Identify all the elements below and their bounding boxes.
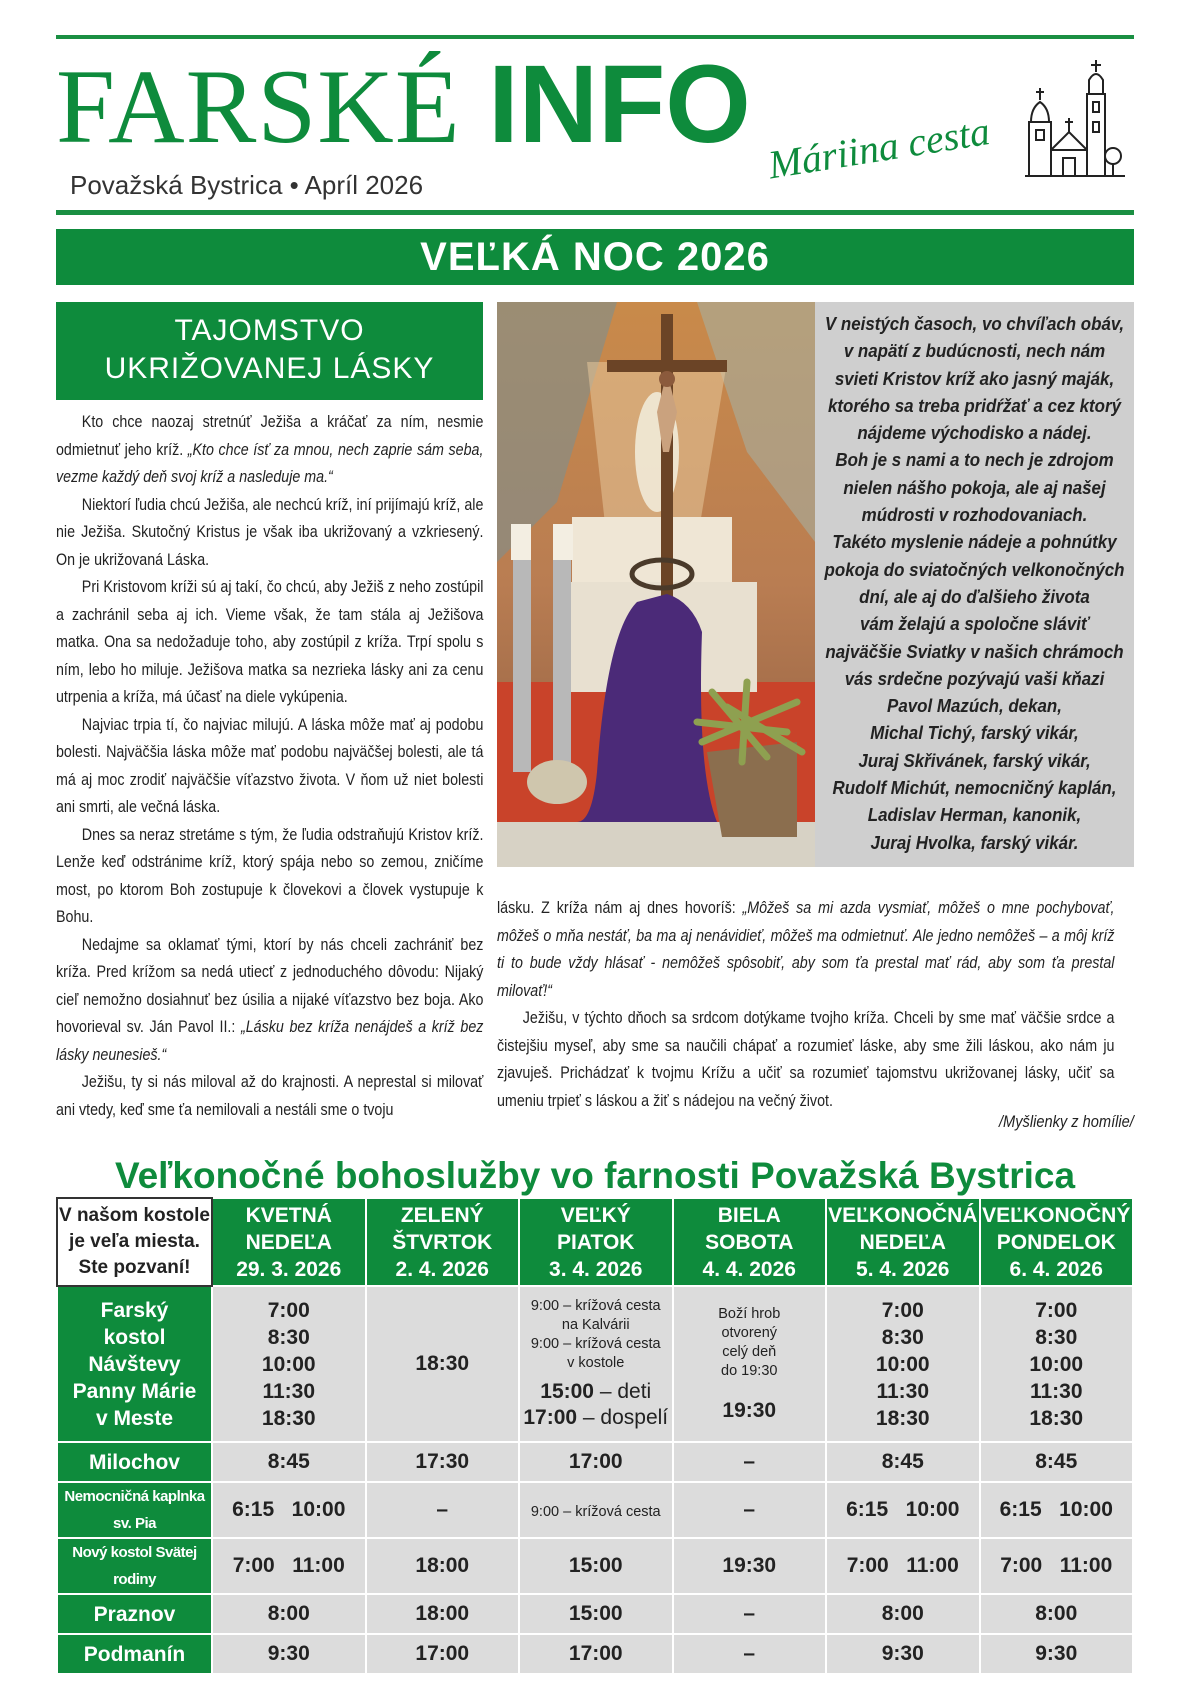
time-cell: 17:00 [519, 1442, 673, 1482]
day-header: VEĽKONOČNÝ PONDELOK 6. 4. 2026 [980, 1198, 1134, 1286]
time-cell: 8:45 [826, 1442, 980, 1482]
day-header: KVETNÁ NEDEĽA 29. 3. 2026 [212, 1198, 366, 1286]
time-cell: 18:00 [366, 1538, 520, 1594]
time-cell: 7:00 8:30 10:00 11:30 18:30 [980, 1286, 1134, 1442]
time-cell: – [673, 1482, 827, 1538]
time-cell: 9:00 – krížová cesta [519, 1482, 673, 1538]
time-cell: 9:30 [826, 1634, 980, 1674]
time-cell: 9:30 [980, 1634, 1134, 1674]
time-cell: 7:00 11:00 [212, 1538, 366, 1594]
table-row [57, 1482, 1133, 1538]
time-cell: – [366, 1482, 520, 1538]
easter-greeting-box [815, 302, 1134, 867]
easter-banner: VEĽKÁ NOC 2026 [56, 229, 1134, 285]
day-header: VEĽKONOČNÁ NEDEĽA 5. 4. 2026 [826, 1198, 980, 1286]
time-cell: 15:00 [519, 1538, 673, 1594]
schedule-header-row [57, 1198, 1133, 1286]
time-cell: 6:15 10:00 [826, 1482, 980, 1538]
table-row [57, 1286, 1133, 1442]
time-cell: 8:45 [980, 1442, 1134, 1482]
time-cell: Boží hrob otvorený celý deň do 19:30 19:30 [673, 1286, 827, 1442]
masthead-title: FARSKÉ INFO [56, 43, 751, 166]
location-name: Farský kostol Návštevy Panny Márie v Meste [57, 1286, 212, 1442]
time-cell: 7:00 8:30 10:00 11:30 18:30 [212, 1286, 366, 1442]
time-cell: 6:15 10:00 [980, 1482, 1134, 1538]
time-cell: 9:00 – krížová cesta na Kalvárii 9:00 – krížová cesta v kostole 15:00 – deti 17:00 – dospelí [519, 1286, 673, 1442]
time-cell: 7:00 11:00 [826, 1538, 980, 1594]
location-name: Podmanín [57, 1634, 212, 1674]
schedule-table [56, 1197, 1134, 1675]
time-cell: 17:00 [519, 1634, 673, 1674]
time-cell: 7:00 8:30 10:00 11:30 18:30 [826, 1286, 980, 1442]
location-name: Praznov [57, 1594, 212, 1634]
time-cell: 8:00 [826, 1594, 980, 1634]
altar-cross-photo [497, 302, 815, 867]
time-cell: 17:30 [366, 1442, 520, 1482]
article-title: TAJOMSTVO UKRIŽOVANEJ LÁSKY [56, 302, 483, 400]
time-cell: 19:30 [673, 1538, 827, 1594]
schedule-title: Veľkonočné bohoslužby vo farnosti Považská Bystrica [114, 1155, 1076, 1196]
masthead-rule [56, 210, 1134, 215]
time-cell: 17:00 [366, 1634, 520, 1674]
time-cell: 15:00 [519, 1594, 673, 1634]
time-cell: 8:00 [212, 1594, 366, 1634]
greeting-text: V neistých časoch, vo chvíľach obáv, v napätí z budúcnosti, nech nám svieti Kristov kríž ako jasný maják, ktorého sa treba pridŕžať a cez ktorý nájdeme východisko a nádej. Boh je s nami a to nech je zdrojom nielen nášho pokoja, ale aj našej múdrosti v rozhodovaniach. Takéto myslenie nádeje a pohnútky pokoja do sviatočných velkonočných dní, ale aj do ďalšieho života vám želajú a spoločne sláviť najväčšie Sviatky v našich chrámoch vás srdečne pozývajú vaši kňazi Pavol Mazúch, dekan, Michal Tichý, farský vikár, Juraj Skřivánek, farský vikár, Rudolf Michút, nemocničný kaplán, Ladislav Herman, kanonik, Juraj Hvolka, farský vikár. [824, 313, 1125, 853]
day-header: BIELA SOBOTA 4. 4. 2026 [673, 1198, 827, 1286]
time-cell: 18:00 [366, 1594, 520, 1634]
article-source: /Myšlienky z homílie/ [999, 1112, 1134, 1131]
time-cell: 7:00 11:00 [980, 1538, 1134, 1594]
time-cell: 18:30 [366, 1286, 520, 1442]
table-row [57, 1594, 1133, 1634]
table-row [57, 1538, 1133, 1594]
article-body-continued: lásku. Z kríža nám aj dnes hovoríš: „Môžeš sa mi azda vysmiať, môžeš o mne pochybovať, môžeš o mňa nestáť, ba ma aj nenávidieť, môžeš ma odmietnuť. Ale jedno nemôžeš – a môj kríž ti to bude vždy hlásať - nemôžeš spôsobiť, aby som ťa prestal mať rád, aby som ťa prestal milovať!“ Ježišu, v týchto dňoch sa srdcom dotýkame tvojho kríža. Chceli by sme mať väčšie srdce a čistejšiu myseľ, aby sme sa naučili chápať a rozumieť láske, aby sme žili láskou, ako nám ju zjavuješ. Prichádzať k tvojmu Krížu a učiť sa rozumieť tajomstvu ukrižovanej lásky, učiť sa umeniu trpieť s láskou a žiť s nádejou na večný život. [497, 898, 1115, 1110]
time-cell: – [673, 1594, 827, 1634]
masthead-subtitle: Považská Bystrica • Apríl 2026 [70, 170, 424, 200]
time-cell: 8:00 [980, 1594, 1134, 1634]
location-name: Nemocničná kaplnka sv. Pia [57, 1482, 212, 1538]
location-name: Milochov [57, 1442, 212, 1482]
time-cell: 6:15 10:00 [212, 1482, 366, 1538]
time-cell: 8:45 [212, 1442, 366, 1482]
location-name: Nový kostol Svätej rodiny [57, 1538, 212, 1594]
time-cell: – [673, 1442, 827, 1482]
church-icon [1025, 58, 1125, 190]
top-rule [56, 35, 1134, 39]
time-cell: 9:30 [212, 1634, 366, 1674]
schedule-invitation: V našom kostole je veľa miesta. Ste pozvaní! [57, 1198, 212, 1286]
day-header: VEĽKÝ PIATOK 3. 4. 2026 [519, 1198, 673, 1286]
table-row [57, 1442, 1133, 1482]
article-body: Kto chce naozaj stretnúť Ježiša a kráčať za ním, nesmie odmietnuť jeho kríž. „Kto chce ísť za mnou, nech zaprie sám seba, vezme každý deň svoj kríž a nasleduje ma.“ Niektorí ľudia chcú Ježiša, ale nechcú kríž, iní prijímajú kríž, ale nie Ježiša. Skutočný Kristus je však iba ukrižovaný a vzkriesený. On je ukrižovaná Láska. Pri Kristovom kríži sú aj takí, čo chcú, aby Ježiš z neho zostúpil a zachránil seba aj ich. Vieme však, že tam stála aj Ježišova matka. Ona sa nedožaduje toho, aby zostúpil z kríža. Trpí spolu s ním, lebo ho miluje. Ježišova matka sa nezrieka lásky ani za cenu utrpenia a kríža, má účasť na diele vykúpenia. Najviac trpia tí, čo najviac milujú. A láska môže mať aj podobu bolesti. Najväčšia láska môže mať podobu najväčšej bolesti, ale tá má aj moc zrodiť najväčšie víťazstvo života. V ňom už niet bolesti ani smrti, ale večná láska. Dnes sa neraz stretáme s tým, že ľudia odstraňujú Kristov kríž. Lenže keď odstránime kríž, ktorý spája nebo so zemou, zničíme most, po ktorom Boh zostupuje k človekovi a človek vystupuje k Bohu. Nedajme sa oklamať tými, ktorí by nás chceli zachrániť bez kríža. Pred krížom sa nedá utiecť z jednoduchého dôvodu: Nijaký cieľ nemožno dosiahnuť bez úsilia a nijaké víťazstvo bez boja. Ako hovorieval sv. Ján Pavol II.: „Lásku bez kríža nenájdeš a kríž bez lásky neunesieš.“ Ježišu, ty si nás miloval až do krajnosti. A neprestal si milovať ani vtedy, keď sme ťa nemilovali a nestáli sme o tvoju [56, 412, 484, 1119]
table-row [57, 1634, 1133, 1674]
day-header: ZELENÝ ŠTVRTOK 2. 4. 2026 [366, 1198, 520, 1286]
masthead-motto: Máriina cesta [765, 108, 993, 188]
time-cell: – [673, 1634, 827, 1674]
